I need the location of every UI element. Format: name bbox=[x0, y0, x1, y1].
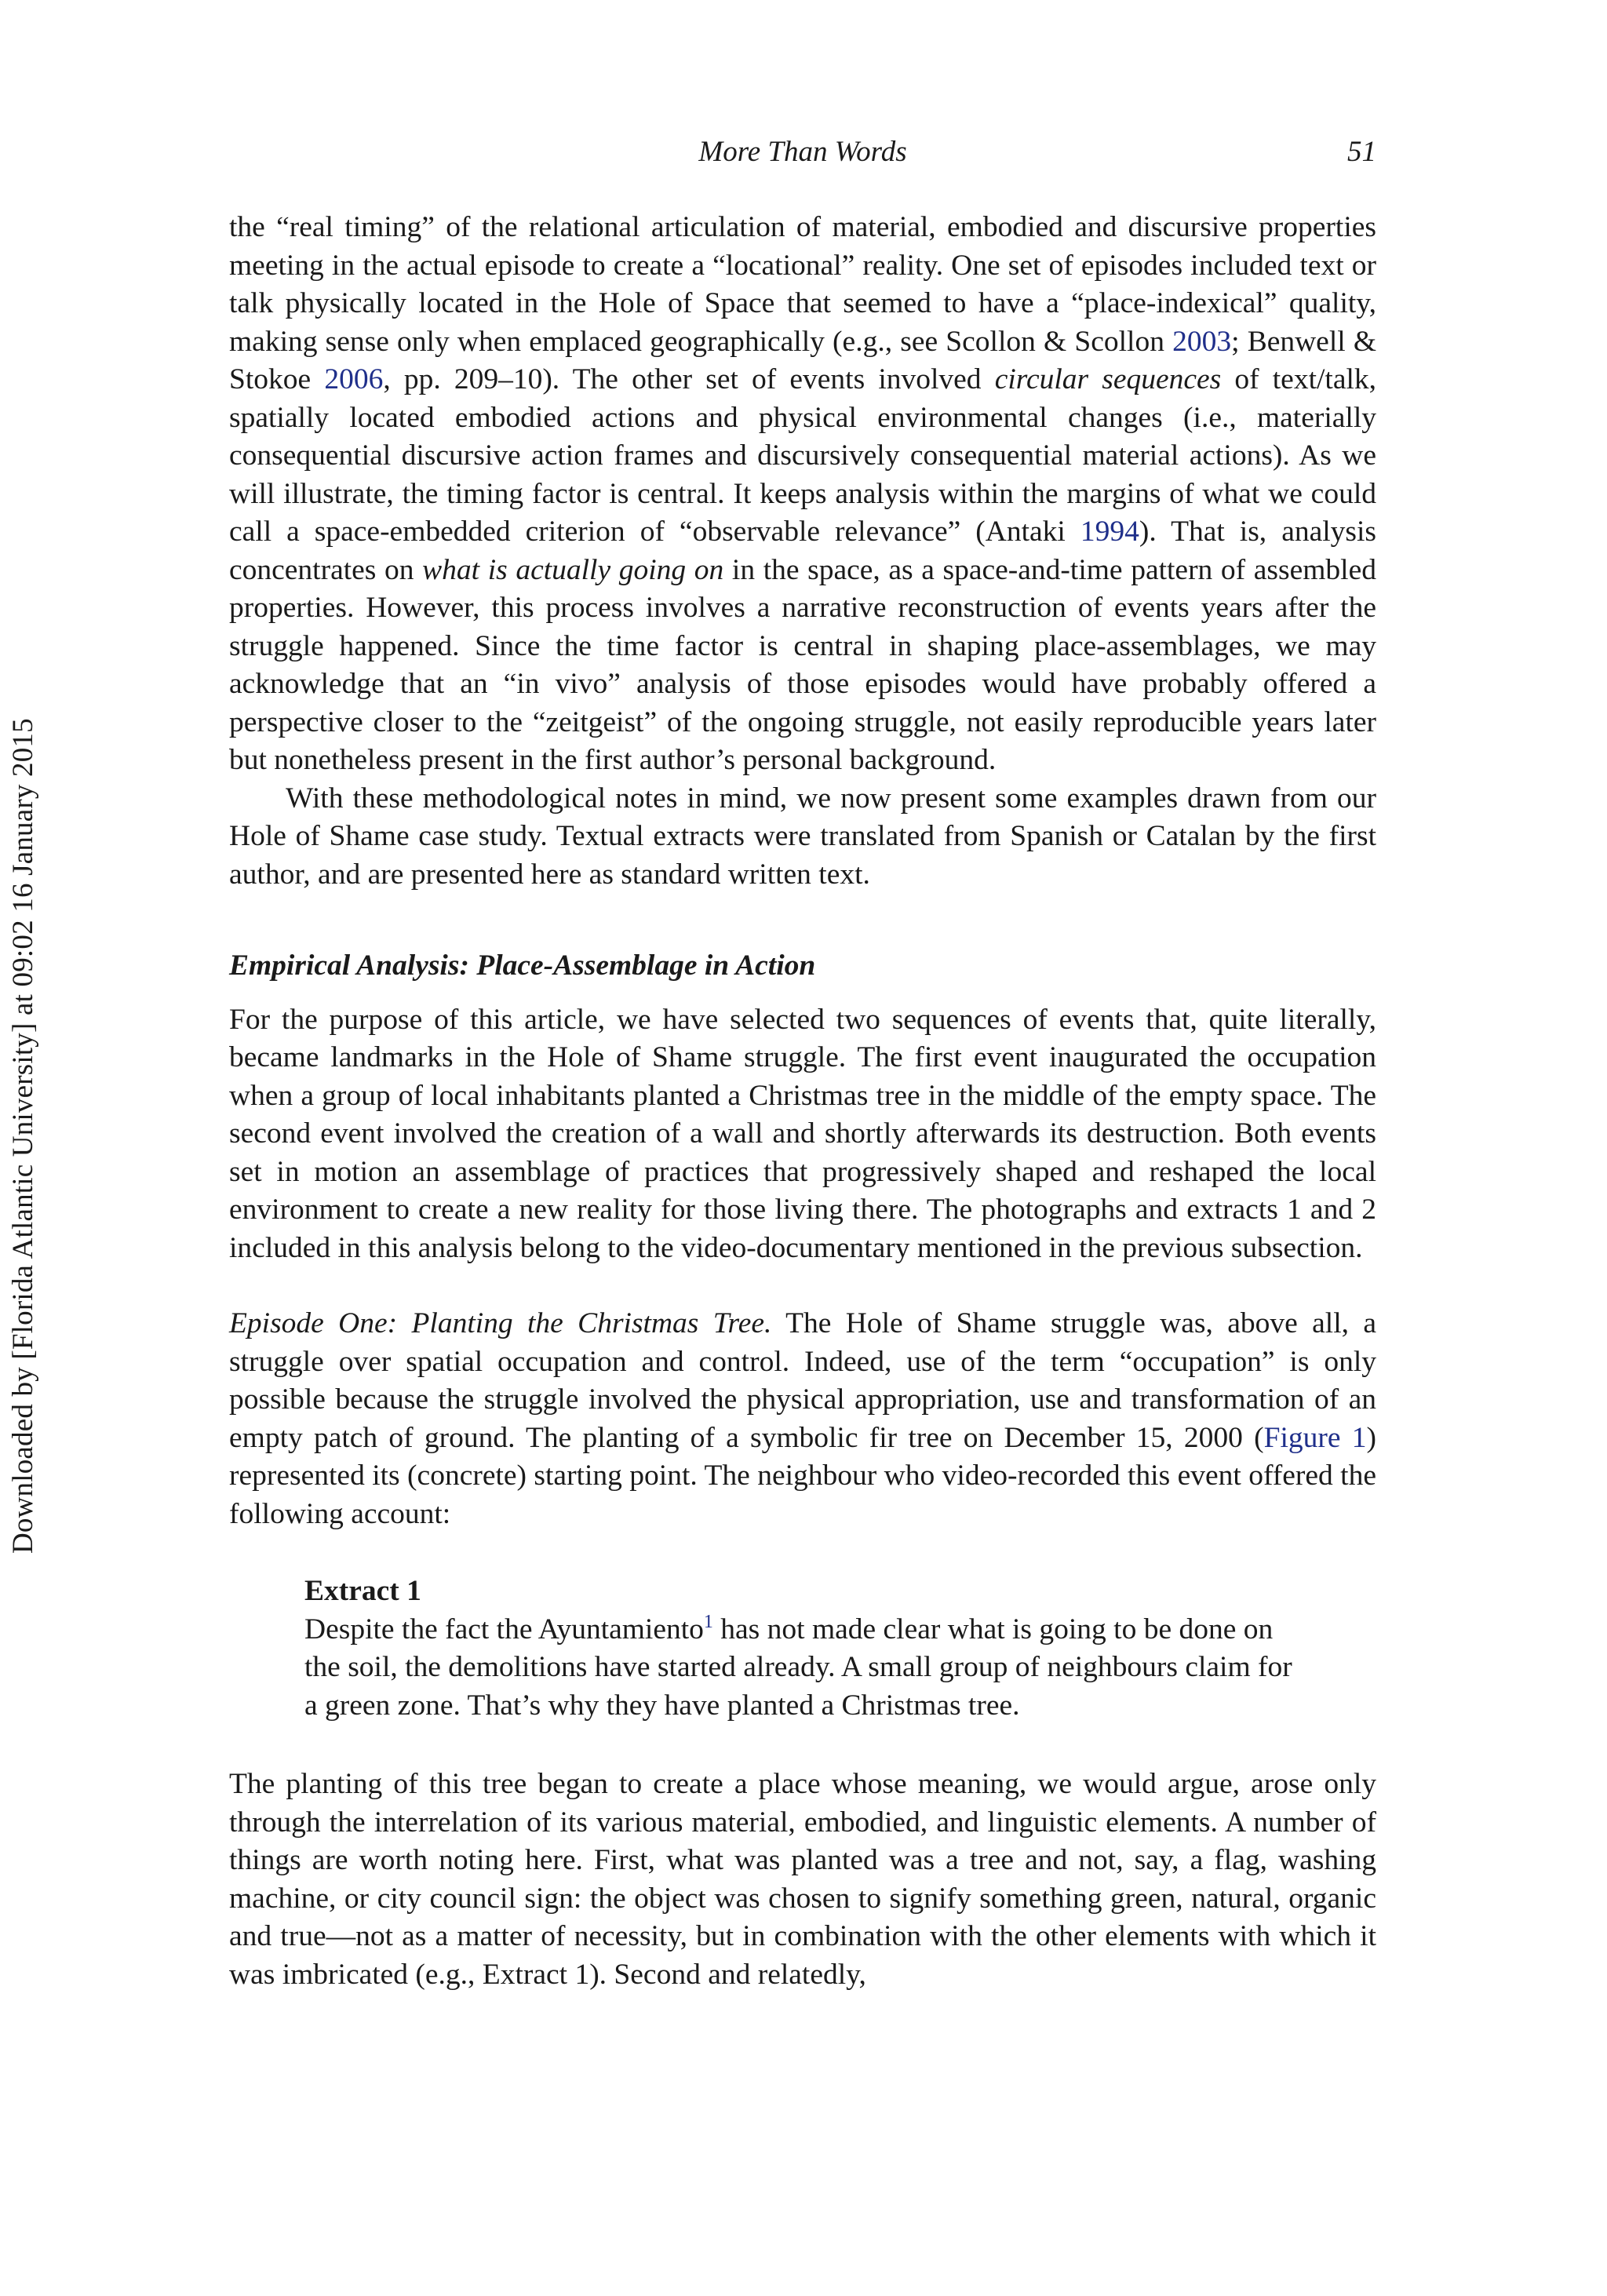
article-body bbox=[229, 209, 1376, 1994]
text-run: ). That is, analysis concentrates on bbox=[229, 516, 1377, 586]
page-number: 51 bbox=[1347, 136, 1376, 168]
citation-link-2006[interactable]: 2006 bbox=[324, 363, 384, 395]
download-watermark: Downloaded by [Florida Atlantic University] at 09:02 16 January 2015 bbox=[7, 718, 39, 1554]
emphasis-text: what is actually going on bbox=[422, 553, 724, 586]
text-run: the “real timing” of the relational articulation of material, embodied and discursive properties meeting in the actual episode to create a “locational” reality. One set of episodes included text or talk physically located in the Hole of Space that seemed to have a “place-indexical” quality, making sense only when emplaced geographically (e.g., see Scollon & Scollon bbox=[229, 211, 1376, 358]
text-run: ; Benwell & Stokoe bbox=[229, 325, 1376, 395]
section-heading: Empirical Analysis: Place-Assemblage in Action bbox=[229, 949, 816, 982]
figure-1-link[interactable]: Figure 1 bbox=[1263, 1421, 1367, 1454]
text-run: of text/talk, spatially located embodied actions and physical environmental changes (i.e., materially consequential discursive action frames and discursively consequential material actions). As we will illustrate, the timing factor is central. It keeps analysis within the margins of what we could call a space-embedded criterion of “observable relevance” (Antaki bbox=[229, 363, 1377, 548]
paragraph-tree-analysis: The planting of this tree began to create a place whose meaning, we would argue, arose only through the interrelation of its various material, embodied, and linguistic elements. A number of things are worth noting here. First, what was planted was a tree and not, say, a flag, washing machine, or city council sign: the object was chosen to signify something green, natural, organic and true—not as a matter of necessity, but in combination with the other elements with which it was imbricated (e.g., Extract 1). Second and relatedly, bbox=[229, 1768, 1376, 1991]
paragraph-landmarks: For the purpose of this article, we have selected two sequences of events that, quite literally, became landmarks in the Hole of Shame struggle. The first event inaugurated the occupation when a group of local inhabitants planted a Christmas tree in the middle of the empty space. The second event involved the creation of a wall and shortly afterwards its destruction. Both events set in motion an assemblage of practices that progressively shaped and reshaped the local environment to create a new reality for those living there. The photographs and extracts 1 and 2 included in this analysis belong to the video-documentary mentioned in the previous subsection. bbox=[229, 1003, 1376, 1264]
running-head-title: More Than Words bbox=[698, 136, 907, 168]
text-run: in the space, as a space-and-time pattern of assembled properties. However, this process involves a narrative reconstruction of events years after the struggle happened. Since the time factor is central in shaping place-assemblages, we may acknowledge that an “in vivo” analysis of those episodes would have probably offered a perspective closer to the “zeitgeist” of the ongoing struggle, not easily reproducible years later but nonetheless present in the first author’s personal background. bbox=[229, 553, 1376, 776]
text-run: The Hole of Shame struggle was, above all, a struggle over spatial occupation and control. Indeed, use of the term “occupation” is only possible because the struggle involved the physical appropriation, use and transformation of an empty patch of ground. The planting of a symbolic fir tree on December 15, 2000 ( bbox=[229, 1307, 1376, 1454]
extract-block bbox=[304, 1573, 1299, 1725]
episode-heading: Episode One: Planting the Christmas Tree. bbox=[229, 1307, 772, 1339]
emphasis-text: circular sequences bbox=[994, 363, 1222, 395]
footnote-marker[interactable]: 1 bbox=[703, 1611, 713, 1632]
extract-title: Extract 1 bbox=[304, 1575, 421, 1607]
citation-link-1994[interactable]: 1994 bbox=[1080, 516, 1139, 548]
citation-link-2003[interactable]: 2003 bbox=[1172, 325, 1232, 358]
paragraph-methodological-notes: With these methodological notes in mind, we now present some examples drawn from our Hole of Shame case study. Textual extracts were translated from Spanish or Catalan by the first author, and are presented here as standard written text. bbox=[229, 782, 1376, 891]
text-run: ) represented its (concrete) starting point. The neighbour who video-recorded this event offered the following account: bbox=[229, 1421, 1376, 1530]
text-run: , pp. 209–10). The other set of events involved bbox=[383, 363, 995, 395]
paragraph-episode-one bbox=[229, 1305, 1376, 1533]
paragraph-methodology bbox=[229, 209, 1376, 780]
running-head bbox=[229, 135, 1376, 174]
text-run: Despite the fact the Ayuntamiento bbox=[304, 1613, 704, 1645]
text-run: has not made clear what is going to be done on the soil, the demolitions have started already. A small group of neighbours claim for a green zone. That’s why they have planted a Christmas tree. bbox=[304, 1613, 1292, 1722]
